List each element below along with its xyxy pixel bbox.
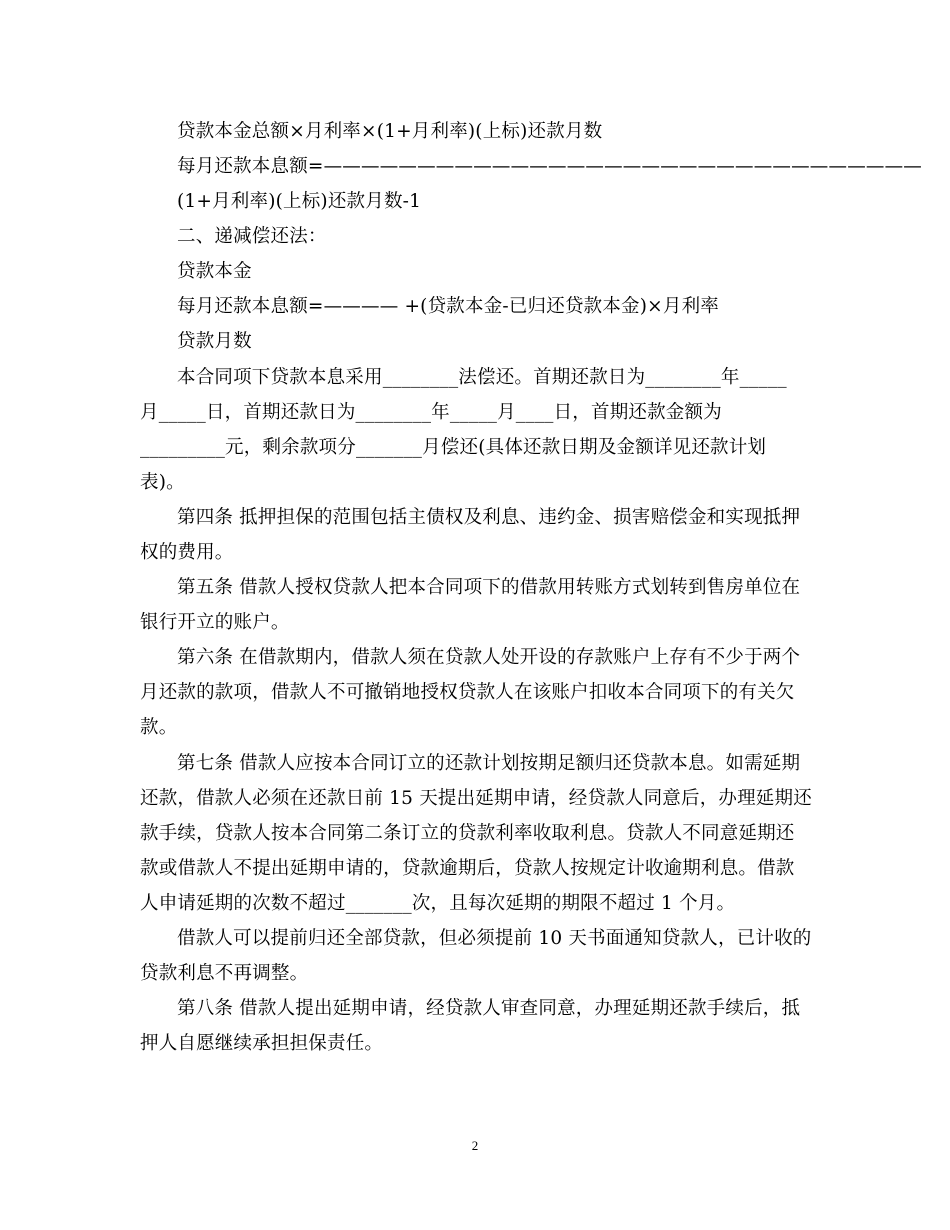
article-7-line: 人申请延期的次数不超过_______次，且每次延期的期限不超过 1 个月。 xyxy=(140,893,736,914)
article-6-line: 月还款的款项，借款人不可撤销地授权贷款人在该账户扣收本合同项下的有关欠 xyxy=(140,682,795,703)
formula-numerator-line: 贷款本金总额×月利率×(1+月利率)(上标)还款月数 xyxy=(177,121,603,142)
article-5-line: 第五条 借款人授权贷款人把本合同项下的借款用转账方式划转到售房单位在 xyxy=(177,577,801,598)
section-heading-decreasing-method: 二、递减偿还法： xyxy=(177,226,327,247)
page-number: 2 xyxy=(471,1138,479,1153)
article-7-line: 还款，借款人必须在还款日前 15 天提出延期申请，经贷款人同意后，办理延期还 xyxy=(140,788,812,809)
paragraph-line: _________元，剩余款项分_______月偿还(具体还款日期及金额详见还款计划 xyxy=(140,437,767,458)
article-6-line: 第六条 在借款期内，借款人须在贷款人处开设的存款账户上存有不少于两个 xyxy=(177,647,801,668)
article-5-line: 银行开立的账户。 xyxy=(140,612,290,633)
paragraph-line: 月_____日，首期还款日为________年_____月____日，首期还款金额为 xyxy=(140,402,722,423)
formula-equation-line: 每月还款本息额=———————————————————————————————— xyxy=(177,156,923,177)
paragraph-line: 表)。 xyxy=(140,472,185,493)
article-8-line: 押人自愿继续承担担保责任。 xyxy=(140,1033,384,1054)
article-7-line: 款或借款人不提出延期申请的，贷款逾期后，贷款人按规定计收逾期利息。借款 xyxy=(140,858,795,879)
article-4-line: 第四条 抵押担保的范围包括主债权及利息、违约金、损害赔偿金和实现抵押 xyxy=(177,507,801,528)
paragraph-line: 本合同项下贷款本息采用________法偿还。首期还款日为________年_____ xyxy=(177,367,787,388)
article-8-line: 第八条 借款人提出延期申请，经贷款人审查同意，办理延期还款手续后，抵 xyxy=(177,998,801,1019)
formula2-denominator-line: 贷款月数 xyxy=(177,331,252,352)
formula2-numerator-line: 贷款本金 xyxy=(177,261,252,282)
formula2-equation-line: 每月还款本息额=———— +(贷款本金-已归还贷款本金)×月利率 xyxy=(177,296,719,317)
prepayment-line: 借款人可以提前归还全部贷款，但必须提前 10 天书面通知贷款人，已计收的 xyxy=(177,928,812,949)
prepayment-line: 贷款利息不再调整。 xyxy=(140,963,309,984)
article-6-line: 款。 xyxy=(140,717,178,738)
article-7-line: 款手续，贷款人按本合同第二条订立的贷款利率收取利息。贷款人不同意延期还 xyxy=(140,823,795,844)
article-7-line: 第七条 借款人应按本合同订立的还款计划按期足额归还贷款本息。如需延期 xyxy=(177,753,801,774)
article-4-line: 权的费用。 xyxy=(140,542,234,563)
formula-denominator-line: (1+月利率)(上标)还款月数-1 xyxy=(177,191,422,212)
